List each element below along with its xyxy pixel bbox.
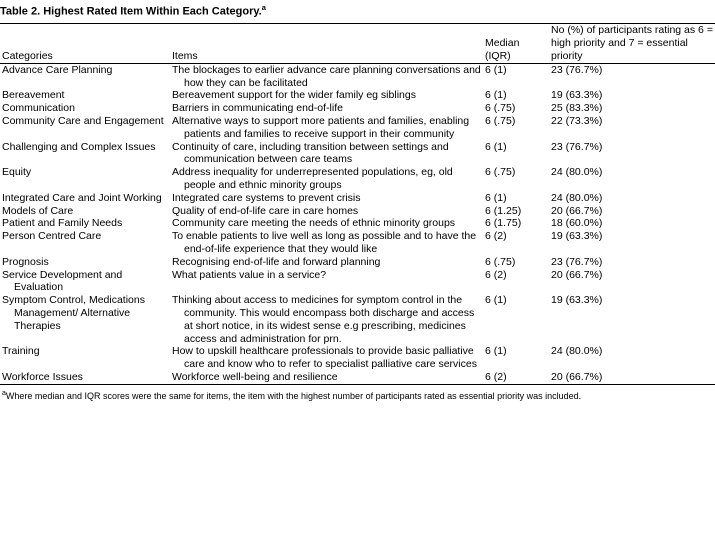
cell-no-pct: 20 (66.7%) <box>551 204 603 217</box>
item-text: Bereavement support for the wider family eg siblings <box>172 89 416 102</box>
cell-no-pct: 24 (80.0%) <box>551 345 603 358</box>
cell-median-iqr: 6 (2) <box>485 230 507 243</box>
item-text: Recognising end-of-life and forward planning <box>172 255 381 268</box>
cell-no-pct: 23 (76.7%) <box>551 63 603 76</box>
cell-item <box>172 166 485 192</box>
cell-category <box>0 230 172 256</box>
cell-item <box>172 63 485 89</box>
cell-item <box>172 102 485 115</box>
cell-category <box>0 256 172 269</box>
table-row <box>0 256 715 269</box>
cell-category <box>0 166 172 192</box>
cell-no-pct: 19 (63.3%) <box>551 89 603 102</box>
cell-category <box>0 345 172 371</box>
cell-median-iqr: 6 (.75) <box>485 102 516 115</box>
table-caption-superscript: a <box>261 3 266 12</box>
cell-category <box>0 102 172 115</box>
cell-category <box>0 89 172 102</box>
table-row <box>0 89 715 102</box>
item-text: How to upskill healthcare professionals to provide basic palliative care and know who to refer to specialist palliative care services <box>172 345 477 371</box>
item-text: Workforce well-being and resilience <box>172 370 338 383</box>
cell-median-iqr: 6 (2) <box>485 268 507 281</box>
cell-no-pct: 24 (80.0%) <box>551 191 603 204</box>
table-row <box>0 102 715 115</box>
table-row <box>0 205 715 218</box>
table-caption-text: Highest Rated Item Within Each Category. <box>43 5 262 18</box>
cell-item <box>172 269 485 295</box>
category-text: Equity <box>2 166 32 179</box>
table-row <box>0 141 715 167</box>
column-header-median-line1: Median <box>485 37 520 50</box>
cell-item <box>172 230 485 256</box>
cell-median-iqr: 6 (1) <box>485 63 507 76</box>
table-body <box>0 63 715 384</box>
table-row <box>0 294 715 345</box>
column-header-no-pct: No (%) of participants rating as 6 = high priority and 7 = essential priority <box>551 24 713 62</box>
cell-median-iqr: 6 (1.75) <box>485 217 522 230</box>
cell-category <box>0 371 172 384</box>
cell-item <box>172 294 485 345</box>
cell-median-iqr: 6 (.75) <box>485 255 516 268</box>
category-text: Training <box>2 345 40 358</box>
cell-item <box>172 217 485 230</box>
cell-category <box>0 141 172 167</box>
cell-median-iqr: 6 (1) <box>485 345 507 358</box>
table-caption <box>0 0 715 23</box>
cell-no-pct: 20 (66.7%) <box>551 370 603 383</box>
cell-no-pct: 23 (76.7%) <box>551 140 603 153</box>
cell-category <box>0 269 172 295</box>
cell-median-iqr: 6 (1) <box>485 294 507 307</box>
cell-median-iqr: 6 (.75) <box>485 114 516 127</box>
category-text: Service Development and Evaluation <box>2 268 123 294</box>
cell-category <box>0 115 172 141</box>
cell-no-pct: 22 (73.3%) <box>551 114 603 127</box>
column-header-categories: Categories <box>2 50 53 62</box>
cell-median-iqr: 6 (.75) <box>485 166 516 179</box>
table-header <box>0 24 715 63</box>
table-caption-label: Table 2. <box>0 5 41 18</box>
item-text: Community care meeting the needs of ethnic minority groups <box>172 217 456 230</box>
cell-median-iqr: 6 (1) <box>485 191 507 204</box>
category-text: Community Care and Engagement <box>2 114 164 127</box>
category-text: Integrated Care and Joint Working <box>2 191 162 204</box>
category-text: Workforce Issues <box>2 370 83 383</box>
category-text: Patient and Family Needs <box>2 217 123 230</box>
cell-item <box>172 371 485 384</box>
item-text: To enable patients to live well as long as possible and to have the end-of-life experience that they would like <box>172 230 477 255</box>
cell-median-iqr: 6 (1.25) <box>485 204 522 217</box>
category-text: Models of Care <box>2 204 74 217</box>
item-text: Thinking about access to medicines for symptom control in the community. This would encompass both discharge and access at short notice, in its widest sense e.g prescribing, medicines access and administration for prn. <box>172 294 475 345</box>
cell-item <box>172 89 485 102</box>
item-text: The blockages to earlier advance care planning conversations and how they can be facilitated <box>172 63 481 89</box>
table-row <box>0 230 715 256</box>
table-row <box>0 63 715 89</box>
category-text: Symptom Control, Medications Management/ Alternative Therapies <box>2 294 145 332</box>
cell-category <box>0 63 172 89</box>
cell-item <box>172 345 485 371</box>
table-row <box>0 217 715 230</box>
item-text: Address inequality for underrepresented populations, eg, old people and ethnic minority groups <box>172 166 453 191</box>
cell-item <box>172 205 485 218</box>
table-footnote-superscript: a <box>2 389 6 397</box>
column-header-median <box>485 24 551 63</box>
category-text: Challenging and Complex Issues <box>2 140 156 153</box>
cell-no-pct: 19 (63.3%) <box>551 294 603 307</box>
cell-item <box>172 256 485 269</box>
cell-item <box>172 141 485 167</box>
cell-item <box>172 192 485 205</box>
cell-median-iqr: 6 (1) <box>485 89 507 102</box>
item-text: Quality of end-of-life care in care homes <box>172 204 359 217</box>
table-footnote-text: Where median and IQR scores were the same for items, the item with the highest number of participants rated as essential priority was included. <box>5 390 582 401</box>
cell-median-iqr: 6 (1) <box>485 140 507 153</box>
column-header-median-line2: (IQR) <box>485 50 511 62</box>
category-text: Prognosis <box>2 255 49 268</box>
highest-rated-items-table <box>0 23 715 384</box>
table-row <box>0 269 715 295</box>
cell-category <box>0 217 172 230</box>
category-text: Person Centred Care <box>2 230 102 243</box>
item-text: Barriers in communicating end-of-life <box>172 102 343 115</box>
column-header-items: Items <box>172 50 198 62</box>
category-text: Bereavement <box>2 89 65 102</box>
table-row <box>0 192 715 205</box>
cell-category <box>0 205 172 218</box>
cell-no-pct: 20 (66.7%) <box>551 268 603 281</box>
table-row <box>0 345 715 371</box>
table-row <box>0 115 715 141</box>
table-header-row <box>0 24 715 63</box>
cell-no-pct: 19 (63.3%) <box>551 230 603 243</box>
category-text: Advance Care Planning <box>2 63 113 76</box>
category-text: Communication <box>2 102 75 115</box>
table-row <box>0 166 715 192</box>
cell-category <box>0 294 172 345</box>
item-text: Integrated care systems to prevent crisis <box>172 191 361 204</box>
table-row <box>0 371 715 384</box>
cell-category <box>0 192 172 205</box>
item-text: Alternative ways to support more patients and families, enabling patients and families to receive support in their community <box>172 114 470 140</box>
cell-no-pct: 24 (80.0%) <box>551 166 603 179</box>
cell-item <box>172 115 485 141</box>
cell-no-pct: 25 (83.3%) <box>551 102 603 115</box>
cell-no-pct: 18 (60.0%) <box>551 217 603 230</box>
cell-median-iqr: 6 (2) <box>485 370 507 383</box>
cell-no-pct: 23 (76.7%) <box>551 255 603 268</box>
item-text: What patients value in a service? <box>172 268 327 281</box>
table-footnote <box>0 385 715 403</box>
item-text: Continuity of care, including transition between settings and communication between care teams <box>172 140 449 166</box>
